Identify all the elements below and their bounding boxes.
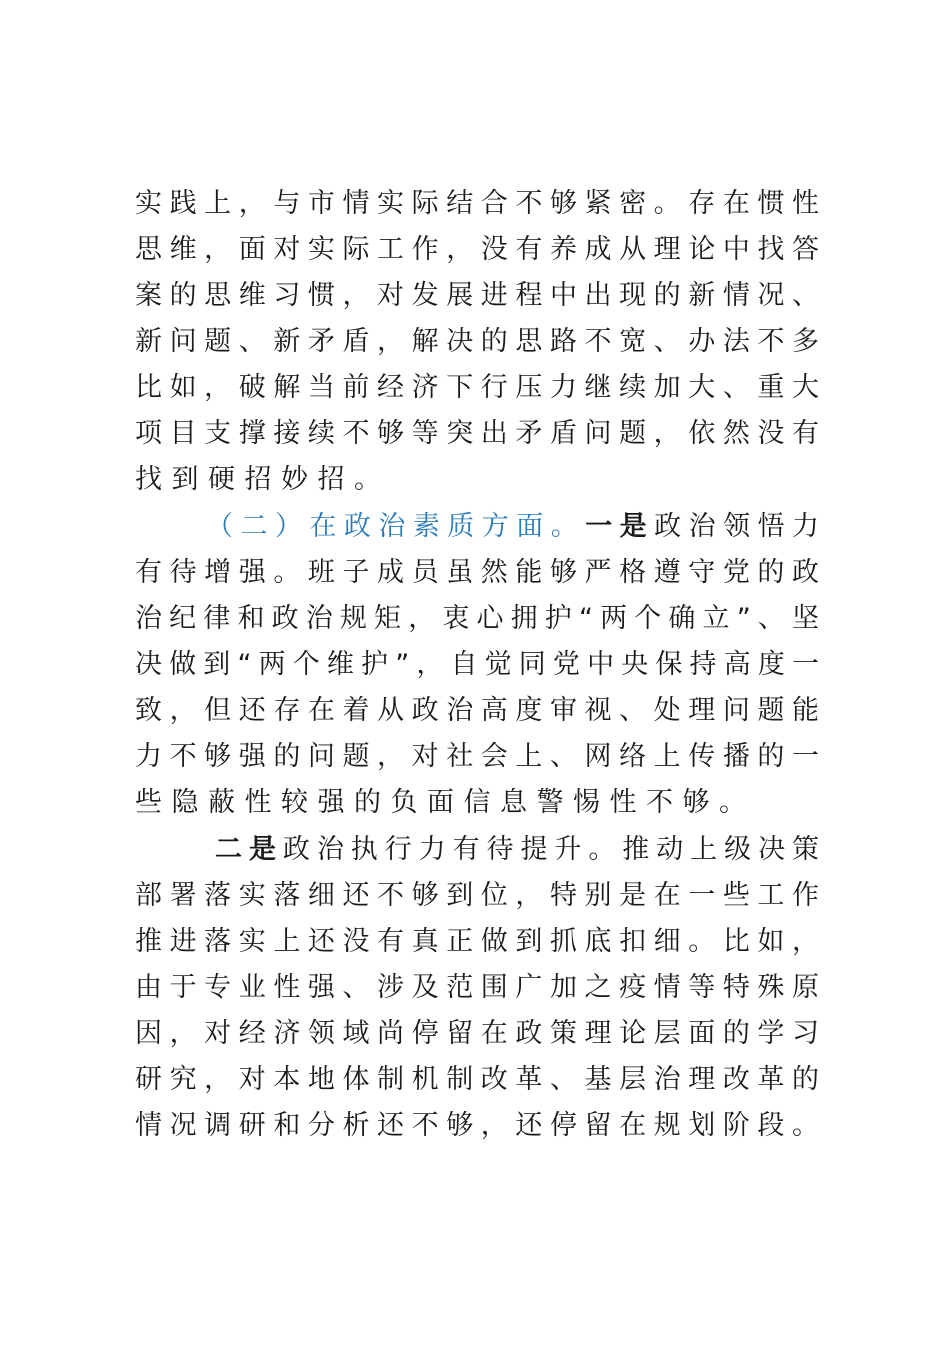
section-heading: （二）在政治素质方面。: [206, 511, 586, 542]
text-line: 案的思维习惯，对发展进程中出现的新情况、: [135, 280, 819, 311]
lead-text: 政治领悟力: [654, 511, 820, 542]
paragraph-lead-line: [215, 827, 819, 873]
text-line: 思维，面对实际工作，没有养成从理论中找答: [135, 234, 819, 265]
section-heading-line: [206, 504, 819, 550]
text-line: 力不够强的问题，对社会上、网络上传播的一: [135, 741, 819, 772]
lead-bold: 一是: [585, 511, 655, 542]
text-line: 部署落实落细还不够到位，特别是在一些工作: [135, 880, 819, 911]
text-line: 有待增强。班子成员虽然能够严格遵守党的政: [135, 557, 819, 588]
lead-text: 政治执行力有待提升。推动上级决策: [282, 834, 820, 865]
lead-bold: 二是: [215, 834, 283, 865]
text-line: 由于专业性强、涉及范围广加之疫情等特殊原: [135, 972, 819, 1003]
text-line: 致，但还存在着从政治高度审视、处理问题能: [135, 695, 819, 726]
text-line: 推进落实上还没有真正做到抓底扣细。比如，: [135, 926, 819, 957]
text-line: 因，对经济领域尚停留在政策理论层面的学习: [135, 1018, 819, 1049]
text-line: 找到硬招妙招。: [135, 464, 391, 495]
text-line: 比如，破解当前经济下行压力继续加大、重大: [135, 372, 819, 403]
text-line: 治纪律和政治规矩，衷心拥护“两个确立”、坚: [135, 603, 819, 634]
text-line: 研究，对本地体制机制改革、基层治理改革的: [135, 1064, 819, 1095]
text-line: 实践上，与市情实际结合不够紧密。存在惯性: [135, 188, 819, 219]
text-line: 新问题、新矛盾，解决的思路不宽、办法不多: [135, 326, 819, 357]
text-line: 决做到“两个维护”，自觉同党中央保持高度一: [135, 649, 819, 680]
text-line: 项目支撑接续不够等突出矛盾问题，依然没有: [135, 418, 819, 449]
text-line: 些隐蔽性较强的负面信息警惕性不够。: [135, 787, 756, 818]
text-line: 情况调研和分析还不够，还停留在规划阶段。: [135, 1110, 819, 1141]
